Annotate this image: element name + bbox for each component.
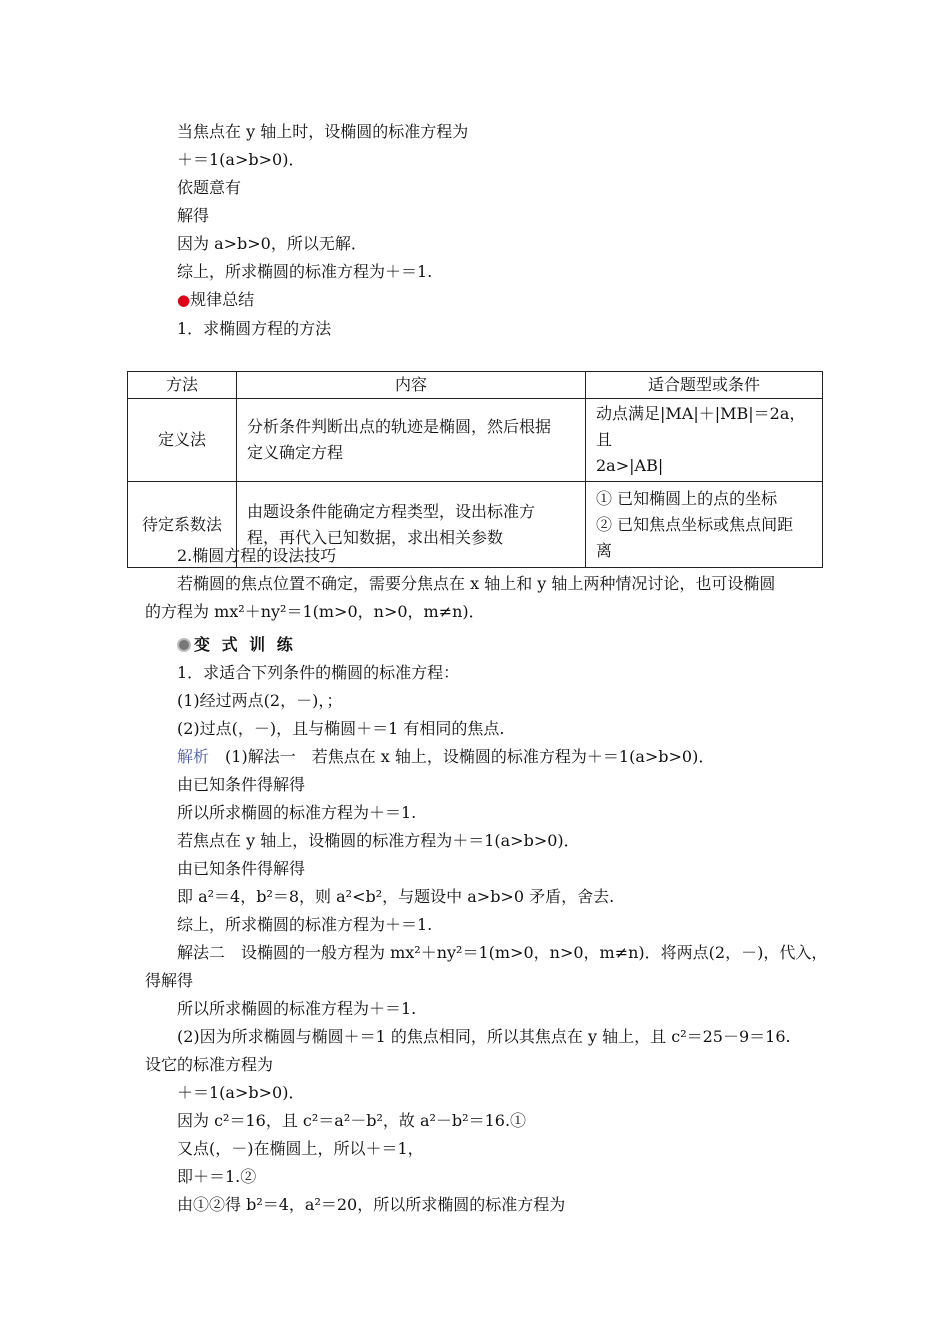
- solution-line: 由①②得 b²＝4，a²＝20，所以所求椭圆的标准方程为: [177, 1195, 566, 1214]
- text-line: ＋＝1(a>b>0)．: [177, 150, 305, 169]
- question-part: (1)经过两点(2，－)，；: [177, 691, 343, 710]
- solution-line: 即 a²＝4，b²＝8，则 a²<b²，与题设中 a>b>0 矛盾，舍去.: [177, 887, 615, 906]
- table-cell-condition: [586, 399, 823, 482]
- summary-title: 规律总结: [190, 290, 255, 309]
- table-cell-condition: [586, 482, 823, 568]
- cell-line: 离: [596, 540, 613, 560]
- circle-badge-icon: [177, 638, 191, 652]
- solution-line: 由已知条件得解得: [177, 859, 306, 878]
- table-cell-content: [237, 399, 586, 482]
- training-heading: [177, 634, 296, 656]
- solution-line: 设它的标准方程为: [145, 1055, 274, 1074]
- cell-line: 2a>|AB|: [596, 456, 664, 475]
- table-header-row: [128, 372, 823, 399]
- summary-heading: [177, 289, 254, 311]
- cell-line: ① 已知椭圆上的点的坐标: [596, 488, 778, 508]
- bullet-icon: ●: [177, 291, 191, 309]
- cell-line: 动点满足|MA|＋|MB|＝2a，且: [596, 404, 806, 449]
- solution-line: 解法二 设椭圆的一般方程为 mx²＋ny²＝1(m>0，n>0，m≠n)．将两点(2，－)，代入，: [177, 943, 828, 962]
- analysis-line: [177, 746, 714, 768]
- table-cell-method: 待定系数法: [128, 482, 237, 568]
- cell-line: 分析条件判断出点的轨迹是椭圆，然后根据: [247, 417, 552, 436]
- solution-line: 所以所求椭圆的标准方程为＋＝1.: [177, 999, 417, 1018]
- solution-line: 又点(，－)在椭圆上，所以＋＝1，: [177, 1139, 424, 1158]
- tip-paragraph: 若椭圆的焦点位置不确定，需要分焦点在 x 轴上和 y 轴上两种情况讨论，也可设椭圆: [177, 574, 776, 593]
- text-line: 依题意有: [177, 178, 242, 197]
- solution-line: 由已知条件得解得: [177, 775, 306, 794]
- summary-item-1: 1．求椭圆方程的方法: [177, 319, 332, 338]
- table-cell-method: 定义法: [128, 399, 237, 482]
- methods-table: [127, 371, 823, 568]
- cell-line: ② 已知焦点坐标或焦点间距: [596, 514, 794, 534]
- solution-line: 综上，所求椭圆的标准方程为＋＝1.: [177, 915, 433, 934]
- tip-paragraph: 的方程为 mx²＋ny²＝1(m>0，n>0，m≠n)．: [145, 602, 485, 621]
- text-line: 因为 a>b>0，所以无解．: [177, 234, 367, 253]
- solution-line: 若焦点在 y 轴上，设椭圆的标准方程为＋＝1(a>b>0)．: [177, 831, 580, 850]
- cell-line: 程，再代入已知数据，求出相关参数: [247, 527, 504, 547]
- table-header: 内容: [237, 372, 586, 399]
- solution-line: ＋＝1(a>b>0)．: [177, 1083, 305, 1102]
- table-header: 适合题型或条件: [586, 372, 823, 399]
- solution-line: 因为 c²＝16，且 c²＝a²－b²，故 a²－b²＝16.①: [177, 1111, 527, 1130]
- question: 1．求适合下列条件的椭圆的标准方程：: [177, 663, 460, 682]
- cell-line: 定义确定方程: [247, 443, 344, 462]
- question-part: (2)过点(，－)，且与椭圆＋＝1 有相同的焦点.: [177, 719, 505, 738]
- table-header: 方法: [128, 372, 237, 399]
- training-title: 变 式 训 练: [194, 635, 296, 654]
- cell-line: 由题设条件能确定方程类型，设出标准方: [247, 501, 536, 521]
- text-line: 解得: [177, 206, 210, 225]
- solution-line: (2)因为所求椭圆与椭圆＋＝1 的焦点相同，所以其焦点在 y 轴上，且 c²＝25－9＝16.: [177, 1027, 791, 1046]
- solution-line: 即＋＝1.②: [177, 1167, 257, 1186]
- solution-line: 所以所求椭圆的标准方程为＋＝1.: [177, 803, 417, 822]
- text-line: 综上，所求椭圆的标准方程为＋＝1.: [177, 262, 433, 281]
- table-row: [128, 399, 823, 482]
- analysis-label: 解析: [177, 747, 210, 766]
- tip-title: 2.椭圆方程的设法技巧: [177, 546, 337, 565]
- text-line: 当焦点在 y 轴上时，设椭圆的标准方程为: [177, 122, 469, 141]
- solution-line: 得解得: [145, 971, 194, 990]
- analysis-text: (1)解法一 若焦点在 x 轴上，设椭圆的标准方程为＋＝1(a>b>0)．: [225, 747, 715, 766]
